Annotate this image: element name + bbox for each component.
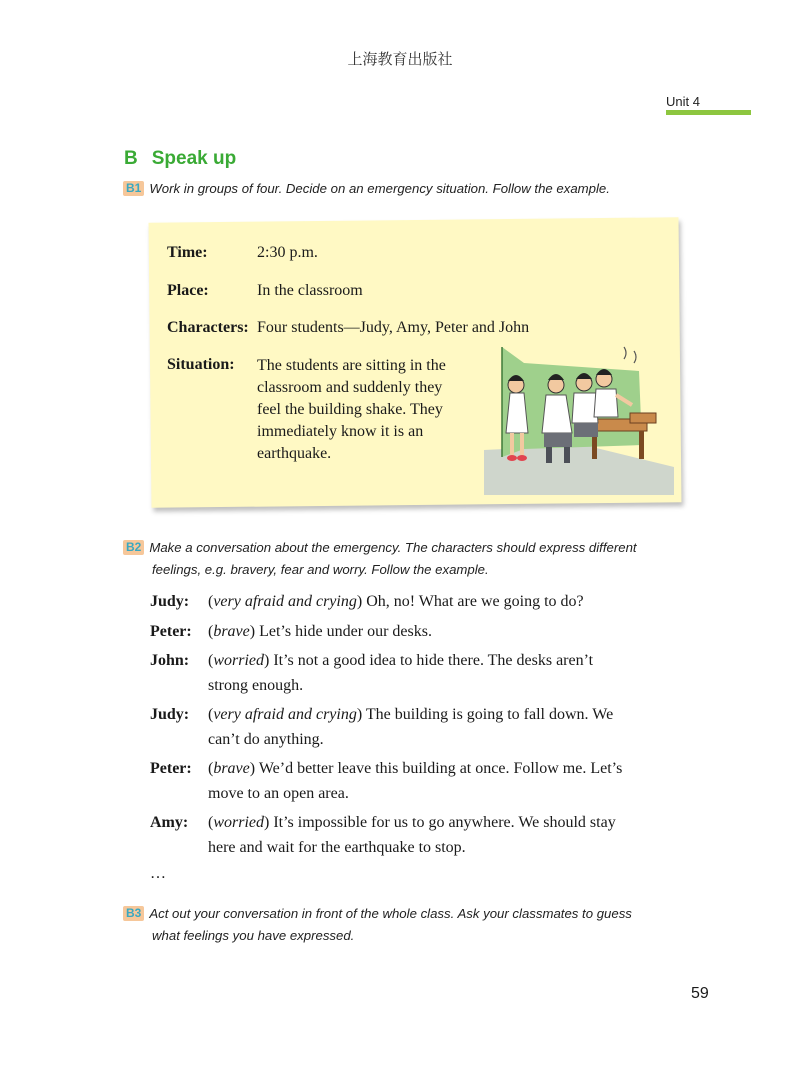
- speaker-name: Amy:: [150, 814, 189, 831]
- dialogue-line-text: It’s not a good idea to hide there. The desks aren’t: [273, 652, 594, 669]
- emotion-text: brave: [213, 623, 250, 640]
- place-label: Place:: [167, 282, 209, 299]
- dialogue-line-text: Oh, no! What are we going to do?: [366, 593, 584, 610]
- speaker-name: Judy:: [150, 706, 190, 723]
- situation-text: [257, 355, 487, 465]
- task-b1: [123, 178, 610, 200]
- dialogue-line-text: move to an open area.: [208, 784, 349, 802]
- speaker-name: Peter:: [150, 760, 192, 777]
- task-b2-line: Make a conversation about the emergency. The characters should express different: [149, 540, 637, 555]
- task-b2: [123, 537, 637, 581]
- situation-label: Situation:: [167, 356, 235, 373]
- dialogue-ellipsis: …: [150, 865, 166, 882]
- publisher-header: 上海教育出版社: [347, 50, 453, 68]
- speaker-name: John:: [150, 652, 190, 669]
- emotion-text: worried: [213, 652, 264, 669]
- dialogue-line-text: The building is going to fall down. We: [365, 706, 614, 723]
- page-number: 59: [691, 985, 709, 1002]
- emotion-text: very afraid and crying: [213, 593, 357, 610]
- task-badge-b3: B3: [123, 906, 144, 921]
- dialogue-line-text: It’s impossible for us to go anywhere. We should stay: [273, 814, 616, 831]
- situation-line: classroom and suddenly they: [257, 379, 443, 396]
- task-b3: [123, 903, 632, 947]
- dialogue-line-text: can’t do anything.: [208, 730, 324, 748]
- dialogue-line-text: We’d better leave this building at once. Follow me. Let’s: [258, 760, 623, 777]
- dialogue-text: (very afraid and crying) The building is going to fall down. We can’t do anything.: [208, 706, 614, 748]
- dialogue-line-text: here and wait for the earthquake to stop.: [208, 838, 466, 856]
- characters-label: Characters:: [167, 319, 249, 336]
- emotion-text: very afraid and crying: [213, 706, 357, 723]
- section-title: [124, 148, 236, 170]
- situation-line: earthquake.: [257, 445, 332, 462]
- emotion-text: worried: [213, 814, 264, 831]
- situation-line: feel the building shake. They: [257, 401, 443, 418]
- emotion-text: brave: [213, 760, 250, 777]
- task-b1-instruction: Work in groups of four. Decide on an emergency situation. Follow the example.: [149, 181, 610, 196]
- dialogue-text: (brave) We’d better leave this building at once. Follow me. Let’s move to an open area.: [208, 760, 623, 802]
- earthquake-classroom-illustration: [484, 345, 674, 495]
- task-b3-line: what feelings you have expressed.: [152, 928, 355, 943]
- unit-accent-bar: [666, 110, 751, 115]
- dialogue-text: (brave) Let’s hide under our desks.: [208, 623, 432, 640]
- task-b2-line: feelings, e.g. bravery, fear and worry. Follow the example.: [152, 562, 489, 577]
- task-b3-line: Act out your conversation in front of the whole class. Ask your classmates to guess: [149, 906, 632, 921]
- dialogue-text: (very afraid and crying) Oh, no! What are we going to do?: [208, 593, 584, 610]
- time-label: Time:: [167, 244, 208, 261]
- speaker-name: Peter:: [150, 623, 192, 640]
- speaker-name: Judy:: [150, 593, 190, 610]
- section-letter: B: [124, 148, 138, 169]
- place-value: In the classroom: [257, 282, 363, 299]
- dialogue-text: (worried) It’s not a good idea to hide there. The desks aren’t strong enough.: [208, 652, 594, 694]
- task-badge-b2: B2: [123, 540, 144, 555]
- task-badge-b1: B1: [123, 181, 144, 196]
- dialogue-text: (worried) It’s impossible for us to go anywhere. We should stay here and wait for the earthquake to stop.: [208, 814, 616, 856]
- time-value: 2:30 p.m.: [257, 244, 318, 261]
- characters-value: Four students—Judy, Amy, Peter and John: [257, 319, 530, 336]
- section-name: Speak up: [151, 148, 237, 169]
- dialogue-line-text: Let’s hide under our desks.: [259, 623, 432, 640]
- dialogue-line-text: strong enough.: [208, 676, 304, 694]
- unit-label: Unit 4: [666, 94, 700, 109]
- situation-line: The students are sitting in the: [257, 357, 446, 374]
- situation-line: immediately know it is an: [257, 423, 424, 440]
